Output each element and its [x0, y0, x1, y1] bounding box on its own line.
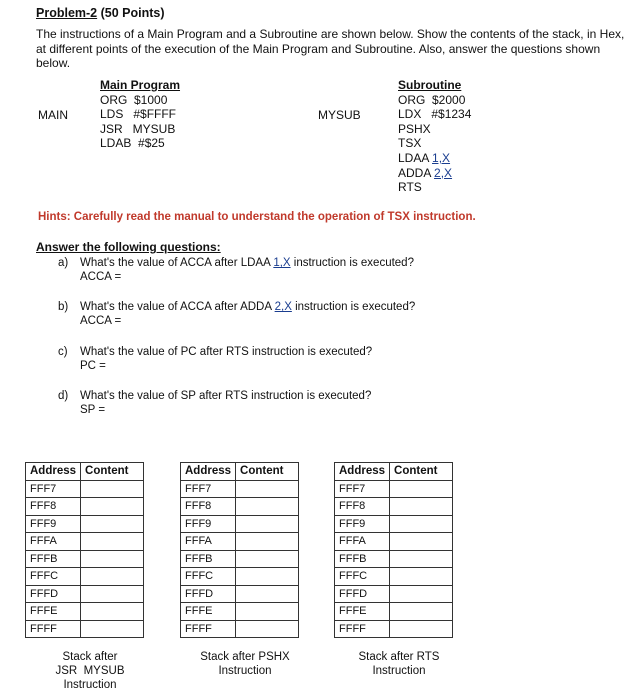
address-cell: FFFF — [26, 620, 81, 638]
main-line: LDAB #$25 — [100, 136, 165, 151]
table-row — [26, 585, 144, 603]
caption-line: Stack after RTS — [358, 651, 440, 663]
main-line: JSR MYSUB — [100, 121, 176, 136]
stack-caption-pshx — [180, 650, 310, 678]
address-cell: FFF7 — [26, 480, 81, 498]
stack-caption-jsr — [25, 650, 155, 692]
address-cell: FFF8 — [181, 498, 236, 516]
content-cell[interactable] — [236, 550, 299, 568]
content-cell[interactable] — [81, 480, 144, 498]
stack-caption-rts — [334, 650, 464, 678]
caption-line: Stack after PSHX — [200, 651, 290, 663]
table-row — [181, 515, 299, 533]
table-row — [335, 585, 453, 603]
table-row — [181, 498, 299, 516]
table-row — [335, 533, 453, 551]
address-cell: FFFA — [335, 533, 390, 551]
question-a — [58, 256, 414, 284]
address-cell: FFF9 — [181, 515, 236, 533]
address-cell: FFF8 — [335, 498, 390, 516]
address-cell: FFFC — [335, 568, 390, 586]
table-row — [181, 603, 299, 621]
content-cell[interactable] — [81, 515, 144, 533]
content-cell[interactable] — [390, 585, 453, 603]
sub-line-rts: RTS — [398, 180, 422, 195]
address-cell: FFFB — [181, 550, 236, 568]
address-cell: FFFE — [26, 603, 81, 621]
address-cell: FFFA — [26, 533, 81, 551]
address-cell: FFF9 — [335, 515, 390, 533]
answer-blank: ACCA = — [80, 315, 122, 327]
table-row — [181, 533, 299, 551]
table-row — [26, 480, 144, 498]
content-cell[interactable] — [236, 515, 299, 533]
col-content-header: Content — [81, 463, 144, 481]
main-program-heading: Main Program — [100, 78, 181, 92]
content-cell[interactable] — [81, 498, 144, 516]
caption-line: Stack after — [62, 651, 118, 663]
problem-number: Problem-2 — [36, 6, 98, 20]
mysub-label: MYSUB — [318, 108, 361, 122]
question-text: What's the value of ACCA after ADDA — [80, 301, 275, 313]
content-cell[interactable] — [390, 515, 453, 533]
table-row — [335, 568, 453, 586]
question-letter: d) — [58, 390, 69, 402]
content-cell[interactable] — [81, 620, 144, 638]
stack-table-jsr — [25, 462, 144, 638]
content-cell[interactable] — [81, 550, 144, 568]
table-row — [26, 533, 144, 551]
question-b — [58, 300, 415, 328]
content-cell[interactable] — [236, 480, 299, 498]
main-line: ORG $1000 — [100, 92, 168, 107]
ldaa-operand: 1,X — [432, 150, 451, 165]
address-cell: FFFE — [335, 603, 390, 621]
content-cell[interactable] — [236, 585, 299, 603]
table-row — [181, 620, 299, 638]
content-cell[interactable] — [81, 568, 144, 586]
address-cell: FFF7 — [181, 480, 236, 498]
content-cell[interactable] — [390, 550, 453, 568]
content-cell[interactable] — [81, 585, 144, 603]
table-row — [181, 480, 299, 498]
content-cell[interactable] — [390, 533, 453, 551]
question-text: What's the value of PC after RTS instruction is executed? — [80, 346, 373, 358]
caption-line: JSR MYSUB — [55, 665, 125, 677]
content-cell[interactable] — [390, 620, 453, 638]
sub-line-adda — [398, 166, 471, 181]
question-letter: c) — [58, 346, 68, 358]
table-row — [335, 498, 453, 516]
problem-title — [36, 6, 165, 20]
sub-line: ORG $2000 — [398, 92, 466, 107]
table-row — [26, 515, 144, 533]
answer-blank: PC = — [80, 360, 106, 372]
address-cell: FFFF — [335, 620, 390, 638]
main-program-block — [100, 78, 180, 151]
address-cell: FFFC — [26, 568, 81, 586]
address-cell: FFF7 — [335, 480, 390, 498]
col-address-header: Address — [335, 463, 390, 481]
col-address-header: Address — [181, 463, 236, 481]
answer-blank: SP = — [80, 404, 106, 416]
col-address-header: Address — [26, 463, 81, 481]
adda-operand: 2,X — [434, 165, 453, 180]
answer-heading: Answer the following questions: — [36, 240, 221, 254]
content-cell[interactable] — [236, 603, 299, 621]
col-content-header: Content — [236, 463, 299, 481]
table-row — [335, 480, 453, 498]
table-row — [26, 550, 144, 568]
answer-blank: ACCA = — [80, 271, 122, 283]
table-row — [181, 585, 299, 603]
question-letter: b) — [58, 301, 69, 313]
table-row — [26, 620, 144, 638]
content-cell[interactable] — [236, 498, 299, 516]
content-cell[interactable] — [390, 498, 453, 516]
caption-line: Instruction — [218, 665, 272, 677]
adda-op: ADDA — [398, 165, 431, 180]
address-cell: FFFB — [335, 550, 390, 568]
caption-line: Instruction — [372, 665, 426, 677]
problem-intro: The instructions of a Main Program and a Subroutine are shown below. Show the contents of the stack, in Hex, at different points of the execution of the Main Program and Subroutine. Also, answer the questions shown below. — [36, 27, 625, 70]
table-row — [335, 550, 453, 568]
stack-table-pshx — [180, 462, 299, 638]
question-operand: 2,X — [274, 301, 292, 313]
content-cell[interactable] — [390, 603, 453, 621]
address-cell: FFFF — [181, 620, 236, 638]
content-cell[interactable] — [236, 533, 299, 551]
content-cell[interactable] — [390, 568, 453, 586]
hints-text: Hints: Carefully read the manual to understand the operation of TSX instruction. — [38, 211, 476, 223]
main-line: LDS #$FFFF — [100, 107, 177, 122]
question-operand: 1,X — [273, 257, 291, 269]
content-cell[interactable] — [81, 603, 144, 621]
address-cell: FFFA — [181, 533, 236, 551]
table-row — [335, 620, 453, 638]
question-c — [58, 345, 372, 373]
address-cell: FFFD — [26, 585, 81, 603]
question-text: What's the value of ACCA after LDAA — [80, 257, 274, 269]
sub-line: TSX — [398, 136, 422, 151]
address-cell: FFFC — [181, 568, 236, 586]
question-d — [58, 389, 371, 417]
table-row — [335, 515, 453, 533]
question-text-end: instruction is executed? — [290, 257, 414, 269]
caption-line: Instruction — [63, 679, 117, 691]
table-row — [26, 498, 144, 516]
sub-line: LDX #$1234 — [398, 107, 472, 122]
address-cell: FFFD — [335, 585, 390, 603]
col-content-header: Content — [390, 463, 453, 481]
table-row — [26, 603, 144, 621]
subroutine-heading: Subroutine — [398, 78, 462, 92]
content-cell[interactable] — [390, 480, 453, 498]
content-cell[interactable] — [236, 620, 299, 638]
address-cell: FFFB — [26, 550, 81, 568]
problem-points: (50 Points) — [100, 6, 165, 20]
table-row — [181, 550, 299, 568]
address-cell: FFF8 — [26, 498, 81, 516]
address-cell: FFFE — [181, 603, 236, 621]
subroutine-block — [398, 78, 471, 195]
question-letter: a) — [58, 257, 69, 269]
main-label: MAIN — [38, 108, 68, 122]
sub-line: PSHX — [398, 121, 431, 136]
ldaa-op: LDAA — [398, 150, 429, 165]
stack-table-rts — [334, 462, 453, 638]
question-text: What's the value of SP after RTS instruction is executed? — [80, 390, 372, 402]
address-cell: FFF9 — [26, 515, 81, 533]
table-row — [335, 603, 453, 621]
content-cell[interactable] — [81, 533, 144, 551]
address-cell: FFFD — [181, 585, 236, 603]
table-row — [26, 568, 144, 586]
question-text-end: instruction is executed? — [291, 301, 416, 313]
content-cell[interactable] — [236, 568, 299, 586]
sub-line-ldaa — [398, 151, 471, 166]
table-row — [181, 568, 299, 586]
